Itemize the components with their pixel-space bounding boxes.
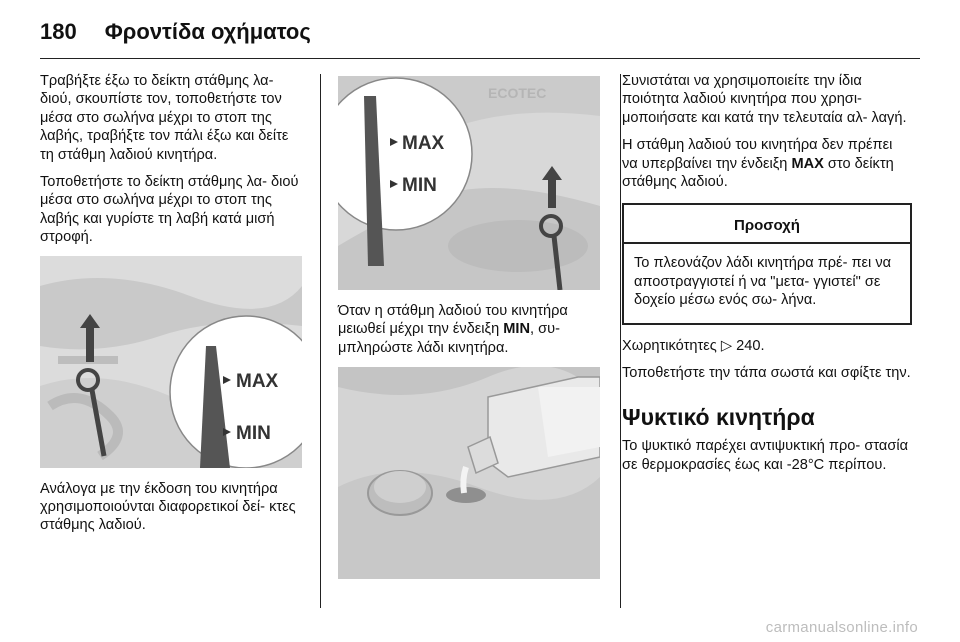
column-divider-1: [320, 74, 321, 608]
header-rule: [40, 58, 920, 59]
min-mark-label: MIN: [236, 422, 271, 444]
paragraph-engine-versions: Ανάλογα με την έκδοση του κινητήρα χρησιμοποιούνται διαφορετικοί δεί- κτες στάθμης λαδιού.: [40, 480, 296, 534]
caution-text: Το πλεονάζον λάδι κινητήρα πρέ- πει να αποστραγγιστεί ή να "μετα- γγιστεί" σε δοχείο μέσω ενός σω- λήνα.: [634, 255, 892, 309]
capacities-link[interactable]: Χωρητικότητες: [622, 337, 717, 354]
page-reference-icon: ▷: [720, 337, 733, 354]
paragraph-max-level: Η στάθμη λαδιού του κινητήρα δεν πρέπει να υπερβαίνει την ένδειξη MAX στο δείκτη στάθμης λαδιού.: [622, 137, 894, 191]
paragraph-coolant: Το ψυκτικό παρέχει αντιψυκτική προ- στασία σε θερμοκρασίες έως και -28°C περίπου.: [622, 438, 909, 473]
dipstick-figure-2: [338, 76, 600, 290]
dipstick-illustration-1: [40, 256, 302, 468]
dipstick-figure-1: [40, 256, 302, 468]
caution-title: Προσοχή: [624, 205, 910, 244]
column-1: [40, 72, 302, 544]
column-3: [622, 72, 912, 483]
page-title: Φροντίδα οχήματος: [104, 19, 311, 44]
dipstick-illustration-2: [338, 76, 600, 290]
max-mark-label: MAX: [402, 133, 445, 154]
paragraph-oil-quality: Συνιστάται να χρησιμοποιείτε την ίδια ποιότητα λαδιού κινητήρα που χρησι- μοποιήσατε και κατά την τελευταία αλ- λαγή.: [622, 73, 907, 126]
paragraph-min-refill: Όταν η στάθμη λαδιού του κινητήρα μειωθεί μέχρι την ένδειξη MIN, συ- μπληρώστε λάδι κινητήρα.: [338, 303, 568, 356]
paragraph-insert-dipstick: Τοποθετήστε το δείκτη στάθμης λα- διού μέσα στο σωλήνα μέχρι το στοπ της λαβής και γυρίστε τη λαβή κατά μισή στροφή.: [40, 174, 299, 246]
capacities-page-ref[interactable]: 240.: [736, 337, 765, 354]
engine-cover-text: ECOTEC: [488, 85, 547, 101]
column-divider-2: [620, 74, 621, 608]
column-2: [338, 72, 600, 591]
min-indicator-text: MIN: [503, 321, 531, 338]
watermark: carmanualsonline.info: [765, 619, 918, 636]
min-mark-label: MIN: [402, 175, 437, 196]
paragraph-capacities: [622, 337, 912, 355]
caution-box: [622, 203, 912, 324]
paragraph-pull-dipstick: Τραβήξτε έξω το δείκτη στάθμης λα- διού, σκουπίστε τον, τοποθετήστε τον μέσα στο σωλήνα μέχρι το στοπ της λαβής, τραβήξτε τον πάλι έξω και δείτε τη στάθμη λαδιού κινητήρα.: [40, 73, 289, 163]
paragraph-cap-tighten: Τοποθετήστε την τάπα σωστά και σφίξτε την.: [622, 365, 911, 382]
max-indicator-text: MAX: [791, 155, 824, 172]
max-mark-label: MAX: [236, 370, 279, 392]
page-header: [40, 14, 311, 50]
section-heading-coolant: Ψυκτικό κινητήρα: [622, 404, 815, 431]
page-number: 180: [40, 19, 77, 44]
oil-refill-illustration: [338, 367, 600, 579]
oil-refill-figure: [338, 367, 600, 579]
